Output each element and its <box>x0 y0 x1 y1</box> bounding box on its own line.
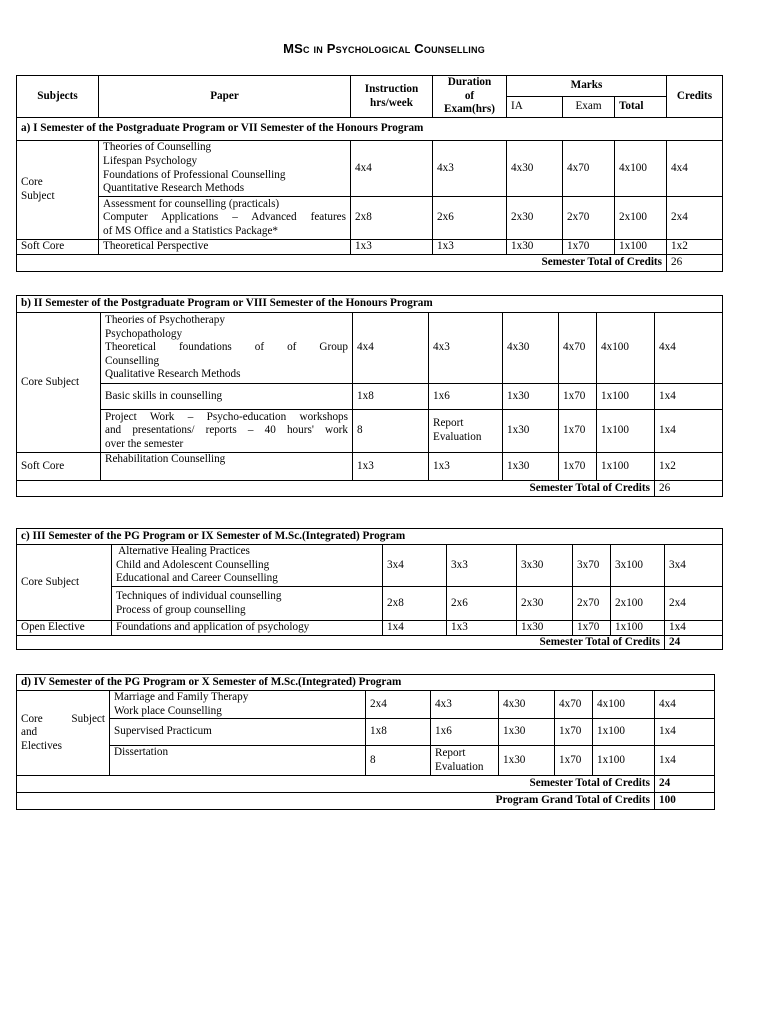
total-cell: 2x100 <box>611 587 665 621</box>
subject-category-line: Core <box>21 176 43 189</box>
exam-cell: 1x70 <box>555 719 593 746</box>
ia-cell: 4x30 <box>499 691 555 719</box>
grand-total-value: 100 <box>655 793 715 810</box>
header-instruction-line: Instruction <box>364 82 419 95</box>
credits-cell: 2x4 <box>667 197 723 240</box>
page-title <box>0 41 768 56</box>
header-marks: Marks <box>507 76 667 97</box>
header-total: Total <box>615 97 667 118</box>
exam-cell: 1x70 <box>559 384 597 410</box>
table-row <box>17 691 715 719</box>
table-row <box>17 719 715 746</box>
paper-name: Basic skills in counselling <box>101 384 353 410</box>
paper-name: Psychopathology <box>105 327 183 340</box>
paper-name: Supervised Practicum <box>110 719 366 746</box>
paper-name: Work place Counselling <box>114 704 222 717</box>
exam-cell: 2x70 <box>573 587 611 621</box>
semester-total-row <box>17 254 723 271</box>
header-instruction-line: hrs/week <box>370 96 413 109</box>
paper-list <box>101 313 353 384</box>
paper-name: Marriage and Family Therapy <box>114 691 249 703</box>
paper-name: Techniques of individual counselling <box>116 589 282 602</box>
paper-name: over the semester <box>105 437 184 450</box>
subject-category: Core Subject <box>17 545 112 621</box>
semester-total-row <box>17 776 715 793</box>
duration-cell: 1x3 <box>429 453 503 481</box>
instruction-cell: 4x4 <box>353 313 429 384</box>
total-cell: 1x100 <box>597 453 655 481</box>
page-title-text: MSc in Psychological Counselling <box>283 41 485 56</box>
subject-category <box>17 141 99 240</box>
paper-name: Educational and Career Counselling <box>116 572 278 585</box>
exam-cell: 4x70 <box>559 313 597 384</box>
duration-cell: 4x3 <box>431 691 499 719</box>
exam-cell: 2x70 <box>563 197 615 240</box>
header-duration-line: of <box>464 89 475 102</box>
exam-cell: 1x70 <box>559 410 597 453</box>
table-row <box>17 746 715 776</box>
total-cell: 1x100 <box>593 746 655 776</box>
table-row <box>17 410 723 453</box>
exam-cell: 3x70 <box>573 545 611 587</box>
semester-total-value: 26 <box>667 254 723 271</box>
total-cell: 1x100 <box>615 240 667 255</box>
total-cell: 2x100 <box>615 197 667 240</box>
instruction-cell: 1x3 <box>351 240 433 255</box>
instruction-cell: 2x8 <box>351 197 433 240</box>
exam-cell: 1x70 <box>573 621 611 636</box>
table-row <box>17 621 723 636</box>
paper-name: Theoretical Perspective <box>99 240 351 255</box>
semester-heading: b) II Semester of the Postgraduate Program or VIII Semester of the Honours Program <box>17 296 723 313</box>
credits-cell: 1x4 <box>655 746 715 776</box>
header-duration-line: Duration <box>447 76 492 89</box>
credits-cell: 4x4 <box>667 141 723 197</box>
paper-name: Counselling <box>105 354 160 367</box>
duration-line: Report <box>433 417 464 430</box>
total-cell: 1x100 <box>597 384 655 410</box>
duration-cell: 2x6 <box>433 197 507 240</box>
table-row <box>17 384 723 410</box>
total-cell: 3x100 <box>611 545 665 587</box>
total-cell: 4x100 <box>593 691 655 719</box>
table-row <box>17 587 723 621</box>
table-row <box>17 240 723 255</box>
paper-name: Foundations and application of psychology <box>112 621 383 636</box>
ia-cell: 1x30 <box>499 746 555 776</box>
subject-category: Core Subject <box>17 313 101 453</box>
paper-name: Theoretical foundations of of Group <box>105 341 348 354</box>
instruction-cell: 8 <box>353 410 429 453</box>
instruction-cell: 3x4 <box>383 545 447 587</box>
semester-heading: a) I Semester of the Postgraduate Program or VII Semester of the Honours Program <box>17 118 723 141</box>
paper-name: Child and Adolescent Counselling <box>116 558 270 571</box>
ia-cell: 2x30 <box>507 197 563 240</box>
credits-cell: 1x2 <box>655 453 723 481</box>
exam-cell: 4x70 <box>563 141 615 197</box>
paper-name: Rehabilitation Counselling <box>101 453 353 481</box>
header-ia: IA <box>507 97 563 118</box>
duration-line: Evaluation <box>435 760 484 773</box>
duration-cell <box>431 746 499 776</box>
total-cell: 1x100 <box>597 410 655 453</box>
subject-category-line: Subject <box>21 190 55 202</box>
paper-list <box>112 587 383 621</box>
paper-list <box>99 197 351 240</box>
total-cell: 4x100 <box>615 141 667 197</box>
table-row <box>17 313 723 384</box>
ia-cell: 4x30 <box>503 313 559 384</box>
semester-heading: c) III Semester of the PG Program or IX Semester of M.Sc.(Integrated) Program <box>17 529 723 545</box>
total-cell: 4x100 <box>597 313 655 384</box>
semester-total-label: Semester Total of Credits <box>17 776 655 793</box>
semester-total-row <box>17 635 723 650</box>
semester-3-table <box>16 528 723 650</box>
ia-cell: 3x30 <box>517 545 573 587</box>
paper-list <box>112 545 383 587</box>
table-row <box>17 197 723 240</box>
total-cell: 1x100 <box>611 621 665 636</box>
ia-cell: 1x30 <box>503 410 559 453</box>
paper-name: and presentations/ reports – 40 hours' work <box>105 424 348 437</box>
paper-name: Process of group counselling <box>116 603 246 616</box>
ia-cell: 1x30 <box>499 719 555 746</box>
subject-category <box>17 691 110 776</box>
instruction-cell: 1x4 <box>383 621 447 636</box>
instruction-cell: 1x8 <box>353 384 429 410</box>
subject-category: Soft Core <box>17 453 101 481</box>
paper-name: of MS Office and a Statistics Package* <box>103 224 279 237</box>
grand-total-label: Program Grand Total of Credits <box>17 793 655 810</box>
total-cell: 1x100 <box>593 719 655 746</box>
credits-cell: 1x4 <box>655 384 723 410</box>
duration-cell: 4x3 <box>433 141 507 197</box>
header-credits: Credits <box>667 76 723 118</box>
paper-name: Quantitative Research Methods <box>103 182 245 195</box>
exam-cell: 1x70 <box>555 746 593 776</box>
instruction-cell: 2x4 <box>366 691 431 719</box>
paper-name: Project Work – Psycho-education workshops <box>105 410 348 423</box>
credits-cell: 2x4 <box>665 587 723 621</box>
header-paper: Paper <box>99 76 351 118</box>
paper-list <box>99 141 351 197</box>
duration-cell: 1x3 <box>447 621 517 636</box>
credits-cell: 1x2 <box>667 240 723 255</box>
semester-total-value: 24 <box>665 635 723 650</box>
subject-category-line: and <box>21 726 38 739</box>
table-row <box>17 453 723 481</box>
instruction-cell: 1x3 <box>353 453 429 481</box>
subject-category: Soft Core <box>17 240 99 255</box>
paper-name: Theories of Psychotherapy <box>105 314 225 327</box>
duration-cell: 1x6 <box>429 384 503 410</box>
paper-name: Dissertation <box>110 746 366 776</box>
header-duration <box>433 76 507 118</box>
semester-total-label: Semester Total of Credits <box>17 254 667 271</box>
semester-total-label: Semester Total of Credits <box>17 481 655 497</box>
semester-4-table <box>16 674 715 810</box>
header-exam: Exam <box>563 97 615 118</box>
instruction-cell: 4x4 <box>351 141 433 197</box>
subject-category-line: Electives <box>21 739 63 752</box>
table-row <box>17 141 723 197</box>
ia-cell: 1x30 <box>507 240 563 255</box>
semester-total-label: Semester Total of Credits <box>17 635 665 650</box>
exam-cell: 4x70 <box>555 691 593 719</box>
ia-cell: 1x30 <box>503 453 559 481</box>
exam-cell: 1x70 <box>559 453 597 481</box>
duration-line: Report <box>435 747 466 760</box>
header-instruction <box>351 76 433 118</box>
instruction-cell: 8 <box>366 746 431 776</box>
ia-cell: 2x30 <box>517 587 573 621</box>
paper-list <box>101 410 353 453</box>
instruction-cell: 1x8 <box>366 719 431 746</box>
ia-cell: 1x30 <box>517 621 573 636</box>
exam-cell: 1x70 <box>563 240 615 255</box>
credits-cell: 4x4 <box>655 691 715 719</box>
duration-cell: 1x6 <box>431 719 499 746</box>
duration-cell <box>429 410 503 453</box>
paper-name: Assessment for counselling (practicals) <box>103 197 280 210</box>
paper-name: Theories of Counselling <box>103 141 212 154</box>
credits-cell: 1x4 <box>655 719 715 746</box>
grand-total-row <box>17 793 715 810</box>
paper-list <box>110 691 366 719</box>
semester-total-value: 24 <box>655 776 715 793</box>
credits-cell: 4x4 <box>655 313 723 384</box>
ia-cell: 4x30 <box>507 141 563 197</box>
paper-name: Alternative Healing Practices <box>116 545 250 558</box>
duration-line: Evaluation <box>433 431 482 443</box>
paper-name: Lifespan Psychology <box>103 154 198 167</box>
duration-cell: 3x3 <box>447 545 517 587</box>
paper-name: Qualitative Research Methods <box>105 368 241 381</box>
credits-cell: 1x4 <box>655 410 723 453</box>
semester-1-table <box>16 75 723 272</box>
header-duration-line: Exam(hrs) <box>444 103 495 116</box>
semester-2-table <box>16 295 723 497</box>
table-row <box>17 545 723 587</box>
header-subjects: Subjects <box>17 76 99 118</box>
duration-cell: 4x3 <box>429 313 503 384</box>
paper-name: Foundations of Professional Counselling <box>103 168 286 181</box>
subject-category-line: Core Subject <box>21 712 105 725</box>
semester-total-row <box>17 481 723 497</box>
paper-name: Computer Applications – Advanced features <box>103 211 346 224</box>
instruction-cell: 2x8 <box>383 587 447 621</box>
ia-cell: 1x30 <box>503 384 559 410</box>
duration-cell: 2x6 <box>447 587 517 621</box>
credits-cell: 1x4 <box>665 621 723 636</box>
subject-category: Open Elective <box>17 621 112 636</box>
duration-cell: 1x3 <box>433 240 507 255</box>
credits-cell: 3x4 <box>665 545 723 587</box>
semester-total-value: 26 <box>655 481 723 497</box>
semester-heading: d) IV Semester of the PG Program or X Semester of M.Sc.(Integrated) Program <box>17 675 715 691</box>
